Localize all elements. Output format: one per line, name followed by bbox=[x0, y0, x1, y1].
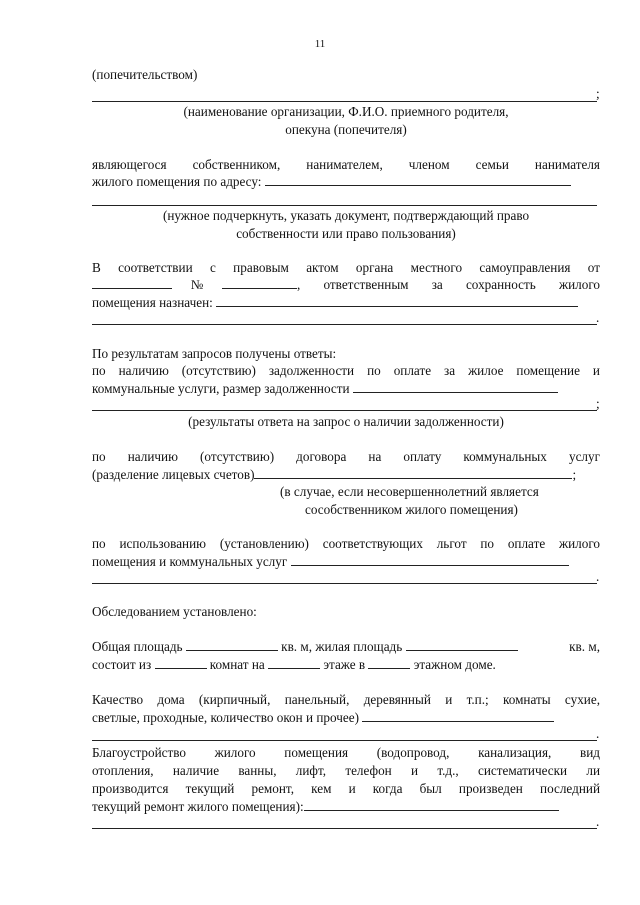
period: . bbox=[596, 726, 600, 741]
total-area-label: Общая площадь bbox=[92, 639, 183, 654]
responsible-label: помещения назначен: bbox=[92, 295, 213, 310]
caption-line: (результаты ответа на запрос о наличии задолженности) bbox=[188, 414, 504, 429]
text-line bbox=[92, 294, 600, 312]
semicolon: ; bbox=[572, 467, 577, 482]
accounts-field[interactable] bbox=[254, 466, 572, 479]
quality-label: светлые, проходные, количество окон и прочее) bbox=[92, 710, 359, 725]
caption-line: собственности или право пользования) bbox=[236, 226, 456, 241]
text-line: По результатам запросов получены ответы: bbox=[92, 346, 337, 361]
text-line: Обследованием установлено: bbox=[92, 604, 257, 619]
address-field[interactable] bbox=[265, 173, 571, 186]
act-date-field[interactable] bbox=[92, 276, 172, 289]
quality-field[interactable] bbox=[362, 709, 554, 722]
floor-label: комнат на bbox=[209, 657, 265, 672]
living-area-label: кв. м, жилая площадь bbox=[281, 639, 403, 654]
caption-line: опекуна (попечителя) bbox=[285, 122, 407, 137]
debt-label: коммунальные услуги, размер задолженности bbox=[92, 381, 350, 396]
caption-line: сособственником жилого помещения) bbox=[305, 502, 518, 517]
accounts-label: (разделение лицевых счетов) bbox=[92, 467, 255, 482]
responsible-field[interactable] bbox=[216, 294, 578, 307]
fill-line bbox=[92, 324, 597, 325]
act-number-field[interactable] bbox=[222, 276, 297, 289]
floor-field[interactable] bbox=[268, 656, 320, 669]
text-line bbox=[92, 798, 600, 816]
text-line: являющегося собственником, нанимателем, членом семьи нанимателя bbox=[92, 157, 600, 172]
repair-label: текущий ремонт жилого помещения): bbox=[92, 799, 304, 814]
period: . bbox=[596, 310, 600, 325]
period: . bbox=[596, 814, 600, 829]
caption-line: (в случае, если несовершеннолетний является bbox=[280, 484, 539, 499]
text-line: по наличию (отсутствию) задолженности по оплате за жилое помещение и bbox=[92, 363, 600, 378]
living-area-field[interactable] bbox=[406, 638, 518, 651]
text-line: В соответствии с правовым актом органа местного самоуправления от bbox=[92, 260, 600, 275]
floors-field[interactable] bbox=[368, 656, 410, 669]
benefits-field[interactable] bbox=[291, 553, 569, 566]
debt-amount-field[interactable] bbox=[353, 380, 558, 393]
number-sign: № bbox=[190, 277, 204, 292]
fill-line bbox=[92, 410, 597, 411]
text-line bbox=[92, 380, 600, 398]
text-line bbox=[92, 466, 600, 484]
text-line: производится текущий ремонт, кем и когда был произведен последний bbox=[92, 781, 600, 796]
semicolon: ; bbox=[596, 86, 600, 101]
text-line: Благоустройство жилого помещения (водопровод, канализация, вид bbox=[92, 745, 600, 760]
repair-field[interactable] bbox=[304, 798, 559, 811]
rooms-label: состоит из bbox=[92, 657, 152, 672]
period: . bbox=[596, 569, 600, 584]
page-number: 11 bbox=[314, 38, 326, 50]
text-line bbox=[92, 276, 600, 294]
fill-line bbox=[92, 740, 597, 741]
caption-line: (нужное подчеркнуть, указать документ, подтверждающий право bbox=[162, 208, 530, 223]
unit-label: кв. м, bbox=[569, 639, 600, 654]
caption-line: (наименование организации, Ф.И.О. приемного родителя, bbox=[183, 104, 509, 119]
fill-line bbox=[92, 583, 597, 584]
house-label: этажном доме. bbox=[413, 657, 496, 672]
text-line: (попечительством) bbox=[92, 67, 198, 82]
text-line bbox=[92, 173, 600, 191]
address-label: жилого помещения по адресу: bbox=[92, 174, 262, 189]
text-line bbox=[92, 709, 600, 727]
text-line: Качество дома (кирпичный, панельный, деревянный и т.п.; комнаты сухие, bbox=[92, 692, 600, 707]
text-line: по использованию (установлению) соответствующих льгот по оплате жилого bbox=[92, 536, 600, 551]
benefits-label: помещения и коммунальных услуг bbox=[92, 554, 288, 569]
floors-label: этаже в bbox=[323, 657, 366, 672]
text-line bbox=[92, 638, 600, 656]
text-line: по наличию (отсутствию) договора на оплату коммунальных услуг bbox=[92, 449, 600, 464]
fill-line bbox=[92, 101, 597, 102]
total-area-field[interactable] bbox=[186, 638, 278, 651]
text-fragment: , ответственным за сохранность жилого bbox=[297, 277, 600, 292]
text-line bbox=[92, 553, 600, 571]
text-line: отопления, наличие ванны, лифт, телефон и т.д., систематически ли bbox=[92, 763, 600, 778]
fill-line bbox=[92, 828, 597, 829]
semicolon: ; bbox=[596, 396, 600, 411]
rooms-field[interactable] bbox=[155, 656, 207, 669]
fill-line bbox=[92, 205, 597, 206]
text-line bbox=[92, 656, 600, 674]
